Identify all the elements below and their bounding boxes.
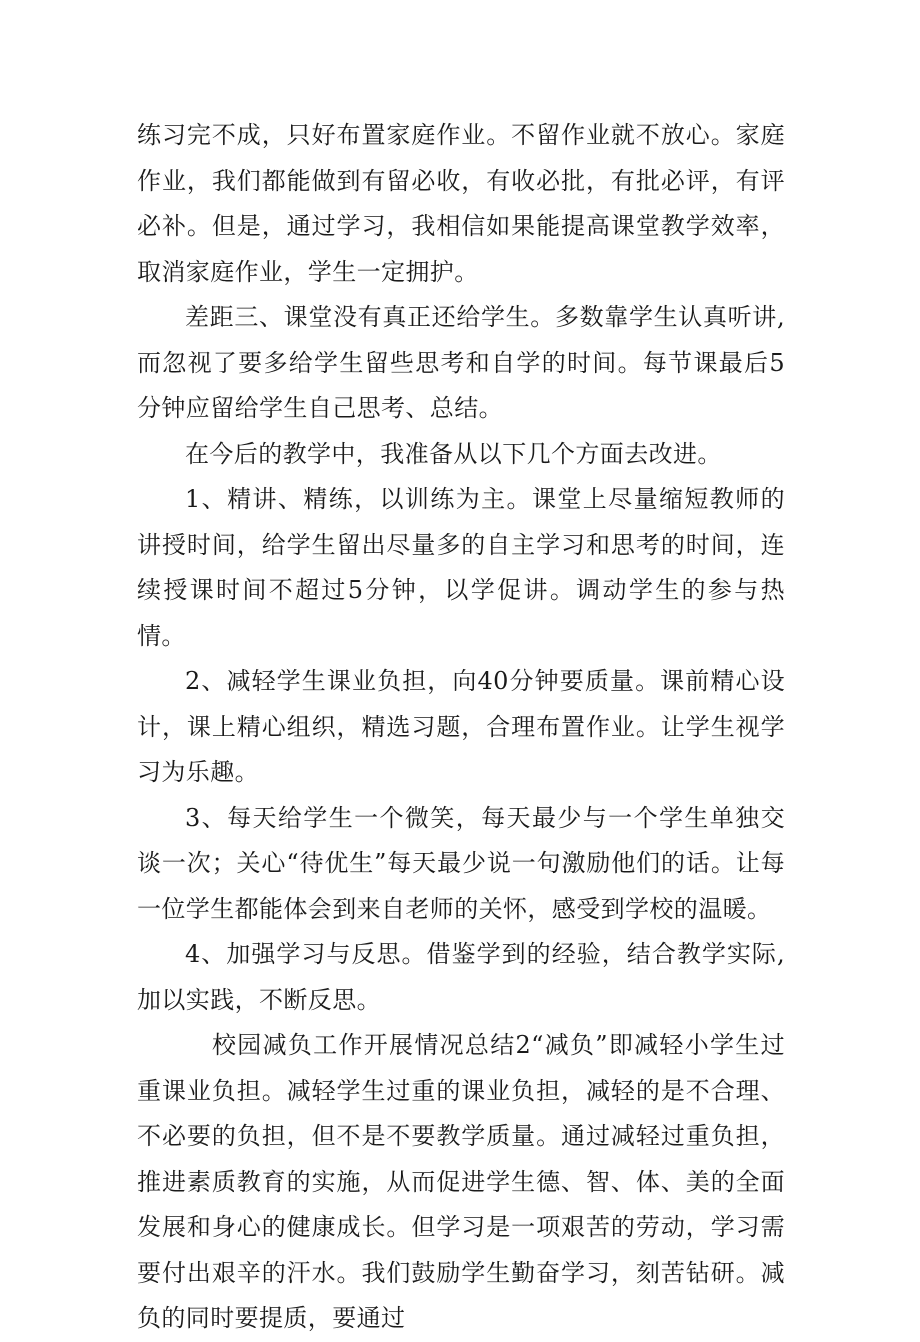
paragraph-item-2: 2、减轻学生课业负担，向40分钟要质量。课前精心设计，课上精心组织，精选习题，合理布置作业。让学生视学习为乐趣。 [137,667,785,786]
paragraph-gap-three: 差距三、课堂没有真正还给学生。多数靠学生认真听讲,而忽视了要多给学生留些思考和自学的时间。每节课最后5分钟应留给学生自己思考、总结。 [137,303,785,422]
document-body [137,113,785,1342]
paragraph-item-1: 1、精讲、精练，以训练为主。课堂上尽量缩短教师的讲授时间，给学生留出尽量多的自主学习和思考的时间，连续授课时间不超过5分钟，以学促讲。调动学生的参与热情。 [137,485,785,650]
paragraph-item-4: 4、加强学习与反思。借鉴学到的经验，结合教学实际,加以实践，不断反思。 [137,940,785,1014]
paragraph-improvement-intro: 在今后的教学中，我准备从以下几个方面去改进。 [185,439,722,468]
paragraph-item-3: 3、每天给学生一个微笑，每天最少与一个学生单独交谈一次；关心“待优生”每天最少说一句激励他们的话。让每一位学生都能体会到来自老师的关怀，感受到学校的温暖。 [137,803,785,923]
paragraph-summary-2: 校园减负工作开展情况总结2“减负”即减轻小学生过重课业负担。减轻学生过重的课业负担，减轻的是不合理、不必要的负担，但不是不要教学质量。通过减轻过重负担，推进素质教育的实施，从而促进学生德、智、体、美的全面发展和身心的健康成长。但学习是一项艰苦的劳动，学习需要付出艰辛的汗水。我们鼓励学生勤奋学习，刻苦钻研。减负的同时要提质，要通过 [137,1031,785,1332]
paragraph-homework: 练习完不成，只好布置家庭作业。不留作业就不放心。家庭作业，我们都能做到有留必收，有收必批，有批必评，有评必补。但是，通过学习，我相信如果能提高课堂教学效率，取消家庭作业，学生一定拥护。 [137,121,785,286]
